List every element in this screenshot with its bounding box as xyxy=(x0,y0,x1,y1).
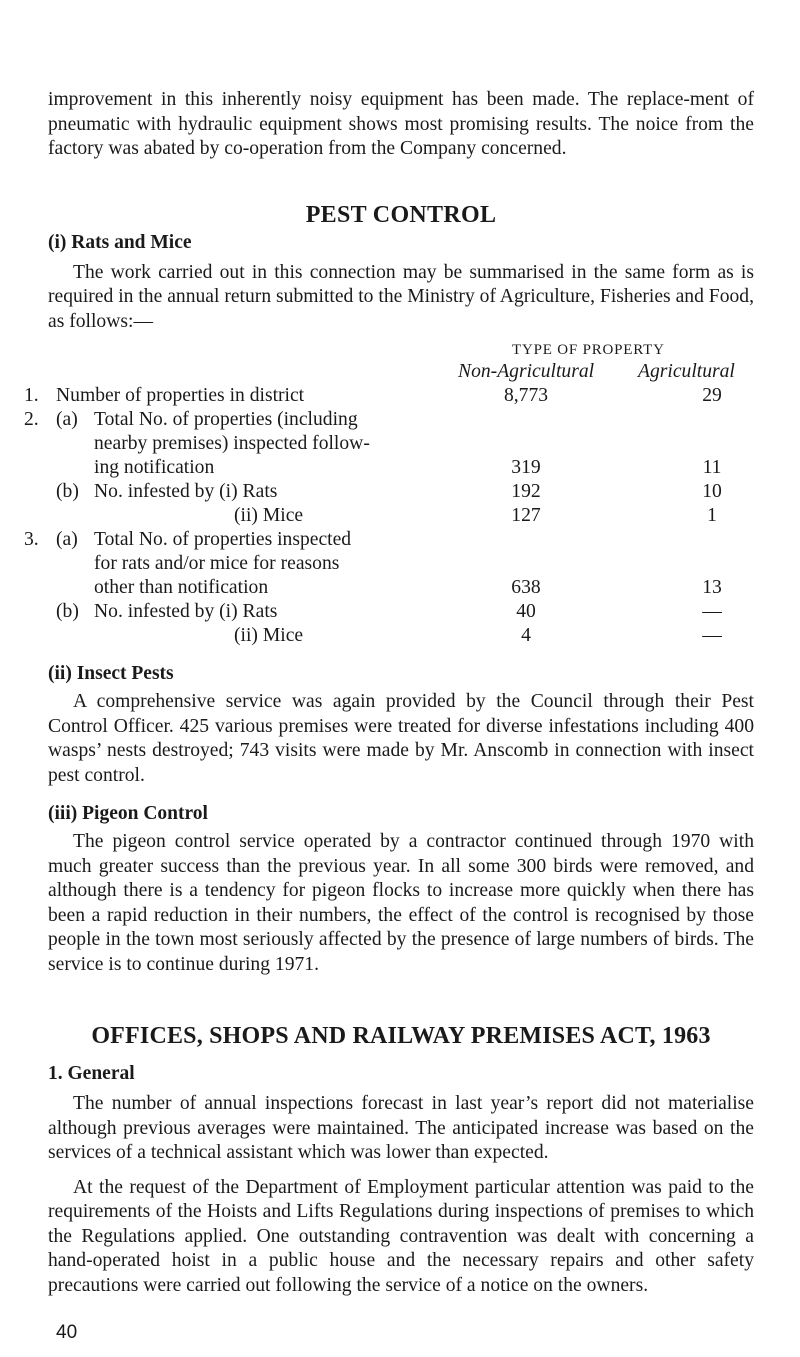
rats-mice-table xyxy=(24,338,754,648)
cell-agri: — xyxy=(702,625,722,646)
row-label: No. infested by (i) Rats xyxy=(94,481,278,502)
general-heading: 1. General xyxy=(48,1063,135,1084)
row-label: (ii) Mice xyxy=(234,505,304,526)
insect-pests-heading: (ii) Insect Pests xyxy=(48,663,174,684)
table-row xyxy=(48,480,754,504)
pest-control-title: PEST CONTROL xyxy=(305,201,497,228)
cell-non-agri: 127 xyxy=(511,505,541,526)
cell-agri: 11 xyxy=(702,457,722,478)
rats-mice-paragraph: The work carried out in this connection may be summarised in the same form as is required in the annual return submitted to the Ministry of Agriculture, Fisheries and Food, as follows:— xyxy=(48,261,754,332)
cell-non-agri: 8,773 xyxy=(503,385,549,406)
table-row xyxy=(48,504,754,528)
row-sub: (b) xyxy=(56,601,79,622)
offices-paragraph-1: The number of annual inspections forecast in last year’s report did not materialise although previous averages were maintained. The anticipated increase was based on the services of a technical assistant which was lower than expected. xyxy=(48,1093,754,1163)
row-sub: (a) xyxy=(56,409,78,430)
row-label-line: other than notification xyxy=(94,577,269,598)
row-label: (ii) Mice xyxy=(234,625,304,646)
row-sub: (a) xyxy=(56,529,78,550)
table-header-type: TYPE OF PROPERTY xyxy=(512,342,665,358)
row-label-line: Total No. of properties inspected xyxy=(94,529,352,550)
cell-agri: — xyxy=(702,601,722,622)
row-sub: (b) xyxy=(56,481,79,502)
document-page xyxy=(24,88,754,1298)
row-num: 3. xyxy=(24,529,39,550)
cell-agri: 13 xyxy=(702,577,722,598)
cell-non-agri: 4 xyxy=(521,625,531,646)
table-row xyxy=(48,624,754,648)
row-label-line: Total No. of properties (including xyxy=(94,409,358,430)
pigeon-control-paragraph: The pigeon control service operated by a contractor continued through 1970 with much greater success than the previous year. In all some 300 birds were removed, and although there is a tendency for pigeon flocks to increase more quickly when there has been a rapid reduction in their numbers, the effect of the control is recognised by those people in the town most seriously affected by the presence of large numbers of birds. The service is to continue during 1971. xyxy=(48,831,754,975)
cell-non-agri: 319 xyxy=(511,457,541,478)
row-label-line: for rats and/or mice for reasons xyxy=(94,553,340,574)
row-label: No. infested by (i) Rats xyxy=(94,601,278,622)
offices-act-title: OFFICES, SHOPS AND RAILWAY PREMISES ACT, 1963 xyxy=(91,1023,711,1049)
pigeon-control-heading: (iii) Pigeon Control xyxy=(48,803,208,824)
cell-agri: 29 xyxy=(702,385,722,406)
row-num: 1. xyxy=(24,385,39,406)
col-header-agricultural: Agricultural xyxy=(638,361,735,382)
insect-pests-paragraph: A comprehensive service was again provided by the Council through their Pest Control Officer. 425 various premises were treated for diverse infestations including 400 wasps’ nests destroyed; 743 visits were made by Mr. Anscomb in connection with insect pest control. xyxy=(48,691,754,786)
row-label-line: ing notification xyxy=(94,457,215,478)
rats-mice-heading: (i) Rats and Mice xyxy=(48,231,192,253)
table-row xyxy=(24,384,754,408)
cell-non-agri: 638 xyxy=(511,577,541,598)
cell-agri: 10 xyxy=(702,481,722,502)
cell-agri: 1 xyxy=(707,505,717,526)
cell-non-agri: 192 xyxy=(511,481,541,502)
table-row xyxy=(48,600,754,624)
offices-paragraph-2: At the request of the Department of Employment particular attention was paid to the requirements of the Hoists and Lifts Regulations during inspections of premises to which the Regulations applied. One outstanding contravention was dealt with concerning a hand-operated hoist in a public house and the necessary repairs and other safety precautions were carried out following the service of a notice on the owners. xyxy=(48,1176,754,1296)
page-number: 40 xyxy=(56,1322,78,1343)
table-row xyxy=(24,528,754,552)
cell-non-agri: 40 xyxy=(516,601,536,622)
table-row xyxy=(24,408,754,432)
intro-paragraph: improvement in this inherently noisy equipment has been made. The replace-ment of pneumatic with hydraulic equipment shows most promising results. The noice from the factory was abated by co-operation from the Company concerned. xyxy=(48,89,754,159)
row-label: Number of properties in district xyxy=(56,385,305,406)
col-header-non-agricultural: Non-Agricultural xyxy=(458,361,595,382)
row-label-line: nearby premises) inspected follow- xyxy=(94,433,370,454)
row-num: 2. xyxy=(24,409,39,430)
